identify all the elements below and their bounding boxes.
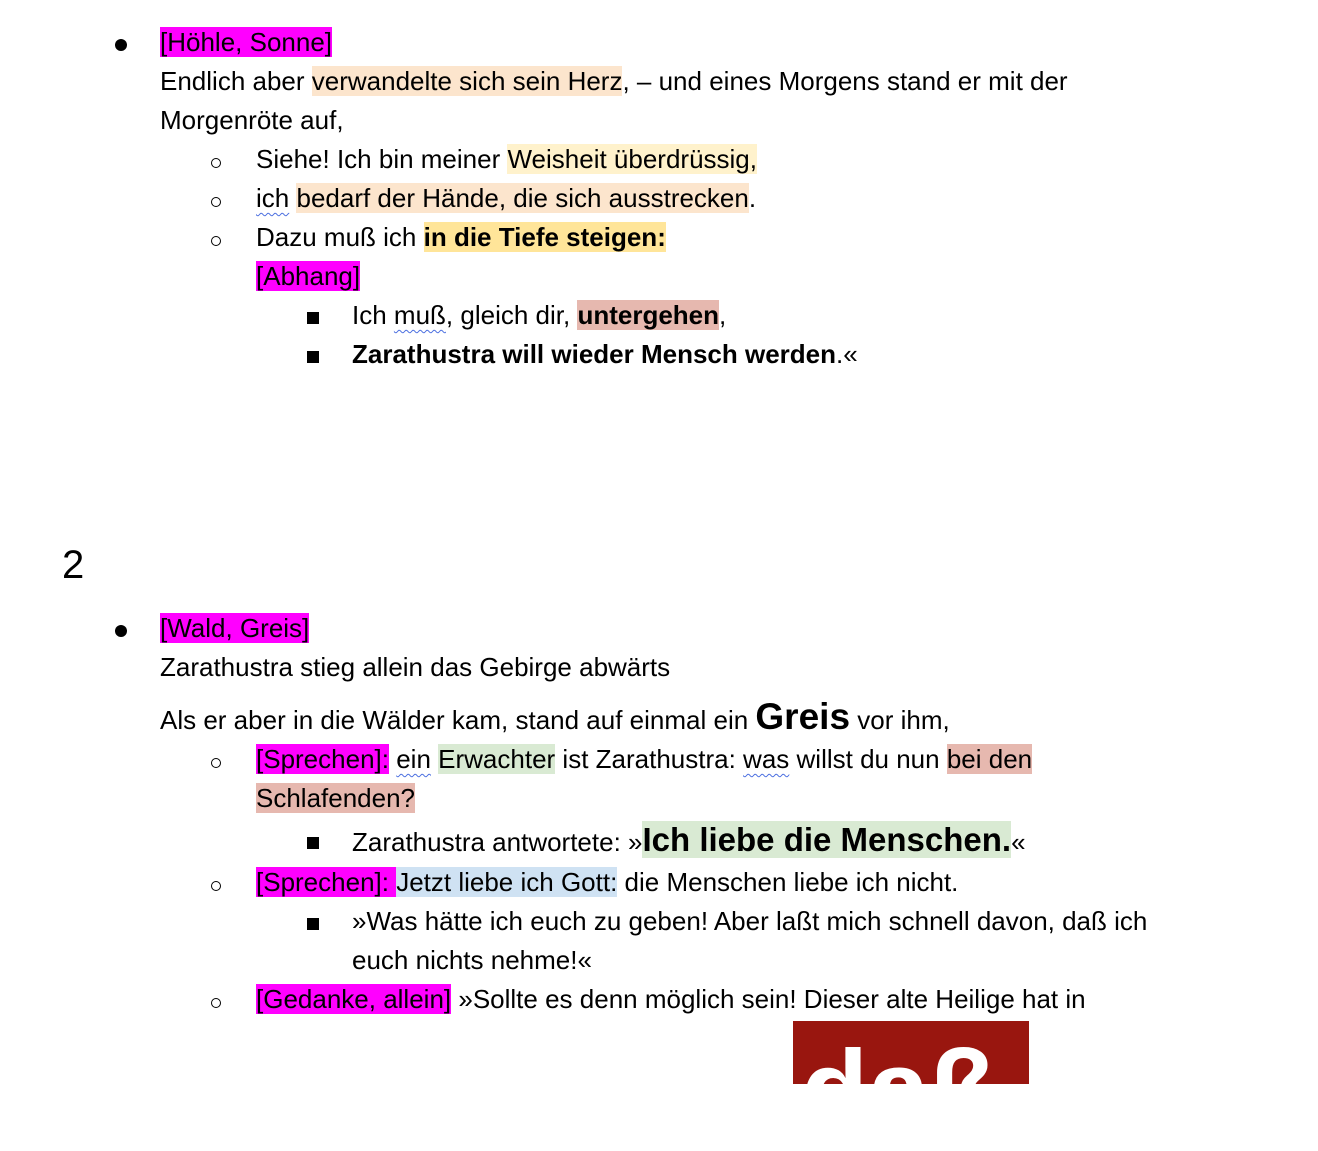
filled-square-icon [307,837,319,849]
filled-circle-icon [115,625,127,637]
list-item: [Gedanke, allein] »Sollte es denn möglich sein! Dieser alte Heilige hat in [256,984,1086,1014]
list-item: Zarathustra antwortete: »Ich liebe die Menschen.« [352,821,1026,858]
bullet-ring-icon [211,980,221,1019]
hollow-circle-icon [211,158,221,168]
section-heading: 2 [62,543,85,587]
bullet-square-icon [307,902,319,941]
bullet-square-icon [307,821,319,860]
filled-square-icon [307,918,319,930]
bullet-ring-icon [211,863,221,902]
spellcheck-word[interactable]: ein [396,744,431,774]
bullet-ring-icon [211,218,221,257]
paragraph-line: Endlich aber verwandelte sich sein Herz, – und eines Morgens stand er mit der [160,66,1068,96]
spellcheck-word[interactable]: ich [256,183,290,213]
bullet-ring-icon [211,140,221,179]
bullet-ring-icon [211,740,221,779]
hollow-circle-icon [211,881,221,891]
tag-hoehle-sonne: [Höhle, Sonne] [160,27,333,57]
list-item: Zarathustra will wieder Mensch werden.« [352,339,858,369]
paragraph-line: Als er aber in die Wälder kam, stand auf einmal ein Greis vor ihm, [160,696,950,737]
list-item: »Was hätte ich euch zu geben! Aber laßt mich schnell davon, daß ich [352,906,1148,936]
hollow-circle-icon [211,998,221,1008]
list-item-continuation: euch nichts nehme!« [352,945,592,975]
list-item: Ich muß, gleich dir, untergehen, [352,300,727,330]
list-item: ich bedarf der Hände, die sich ausstrecken. [256,183,757,213]
list-item: Dazu muß ich in die Tiefe steigen: [256,222,666,252]
hollow-circle-icon [211,197,221,207]
bullet-square-icon [307,335,319,374]
spellcheck-word[interactable]: muß [393,300,446,330]
hollow-circle-icon [211,758,221,768]
bullet-square-icon [307,296,319,335]
bullet-ring-icon [211,179,221,218]
paragraph-line: Morgenröte auf, [160,105,344,135]
spellcheck-word[interactable]: was [743,744,790,774]
list-item: [Sprechen]: Jetzt liebe ich Gott: die Menschen liebe ich nicht. [256,867,959,897]
overlay-word-box: daß [793,1021,1029,1084]
filled-square-icon [307,312,319,324]
tag-abhang: [Abhang] [256,261,361,291]
bullet-dot-icon [115,609,127,648]
list-item: [Sprechen]: ein Erwachter ist Zarathustra: was willst du nun bei den [256,744,1033,774]
tag-wald-greis: [Wald, Greis] [160,613,310,643]
bullet-dot-icon [115,23,127,62]
filled-square-icon [307,351,319,363]
paragraph-line: Zarathustra stieg allein das Gebirge abwärts [160,652,671,682]
filled-circle-icon [115,39,127,51]
list-item: Siehe! Ich bin meiner Weisheit überdrüssig, [256,144,757,174]
hollow-circle-icon [211,236,221,246]
list-item-continuation: Schlafenden? [256,783,416,813]
